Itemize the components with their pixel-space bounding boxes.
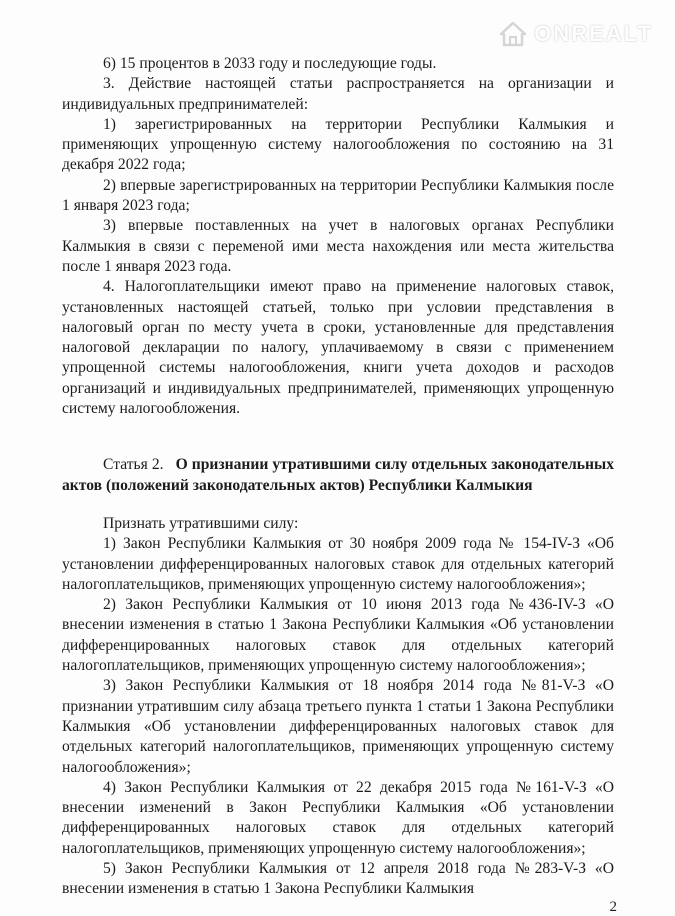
repeal-item-2: 2) Закон Республики Калмыкия от 10 июня 2013 года №436-IV-З «О внесении изменения в статью 1 Закона Республики Калмыкия «Об установлении дифференцированных налоговых ставок для отдельных категорий налогоплательщиков, применяющих упрощенную систему налогообложения»; (62, 596, 614, 675)
watermark (498, 20, 653, 48)
paragraph-3-item-3: 3) впервые поставленных на учет в налоговых органах Республики Калмыкия в связи с переменой ими места нахождения или места жительства после 1 января 2023 года. (62, 217, 614, 275)
page-number: 2 (609, 899, 617, 915)
article-heading (62, 455, 614, 496)
house-logo-icon (498, 20, 528, 48)
repeal-item-4: 4) Закон Республики Калмыкия от 22 декабря 2015 года №161-V-З «О внесении изменений в Закон Республики Калмыкия «Об установлении дифференцированных налоговых ставок для отдельных категорий налогоплательщиков, применяющих упрощенную систему налогообложения»; (62, 778, 614, 857)
paragraph-4: 4. Налогоплательщики имеют право на применение налоговых ставок, установленных настоящей статьей, только при условии представления в налоговый орган по месту учета в сроки, установленные для представления налоговой декларации по налогу, уплачиваемому в связи с применением упрощенной системы налогообложения, книги учета доходов и расходов организаций и индивидуальных предпринимателей, применяющих упрощенную систему налогообложения. (62, 278, 614, 418)
repeal-item-1: 1) Закон Республики Калмыкия от 30 ноября 2009 года № 154-IV-З «Об установлении дифференцированных налоговых ставок для отдельных категорий налогоплательщиков, применяющих упрощенную систему налогообложения»; (62, 535, 614, 593)
document-body (62, 54, 614, 900)
paragraph-3-item-1: 1) зарегистрированных на территории Республики Калмыкия и применяющих упрощенную систему налогообложения по состоянию на 31 декабря 2022 года; (62, 115, 614, 174)
paragraph-item-6: 6) 15 процентов в 2033 году и последующие годы. (103, 55, 437, 72)
repeal-item-5: 5) Закон Республики Калмыкия от 12 апреля 2018 года №283-V-З «О внесении изменения в статью 1 Закона Республики Калмыкия (62, 859, 614, 898)
article-number: Статья 2. (103, 456, 164, 474)
paragraph-3: 3. Действие настоящей статьи распространяется на организации и индивидуальных предпринимателей: (62, 75, 614, 113)
article-title: О признании утратившими силу отдельных законодательных актов (положений законодательных актов) Республики Калмыкия (62, 456, 614, 494)
paragraph-3-item-2: 2) впервые зарегистрированных на территории Республики Калмыкия после 1 января 2023 года; (62, 176, 614, 215)
repeal-item-3: 3) Закон Республики Калмыкия от 18 ноября 2014 года №81-V-З «О признании утратившим силу абзаца третьего пункта 1 статьи 1 Закона Республики Калмыкия «Об установлении дифференцированных налоговых ставок для отдельных категорий налогоплательщиков, применяющих упрощенную систему налогообложения»; (62, 677, 614, 776)
repeal-intro: Признать утратившими силу: (103, 514, 299, 532)
watermark-text: ONREALT (534, 21, 653, 46)
